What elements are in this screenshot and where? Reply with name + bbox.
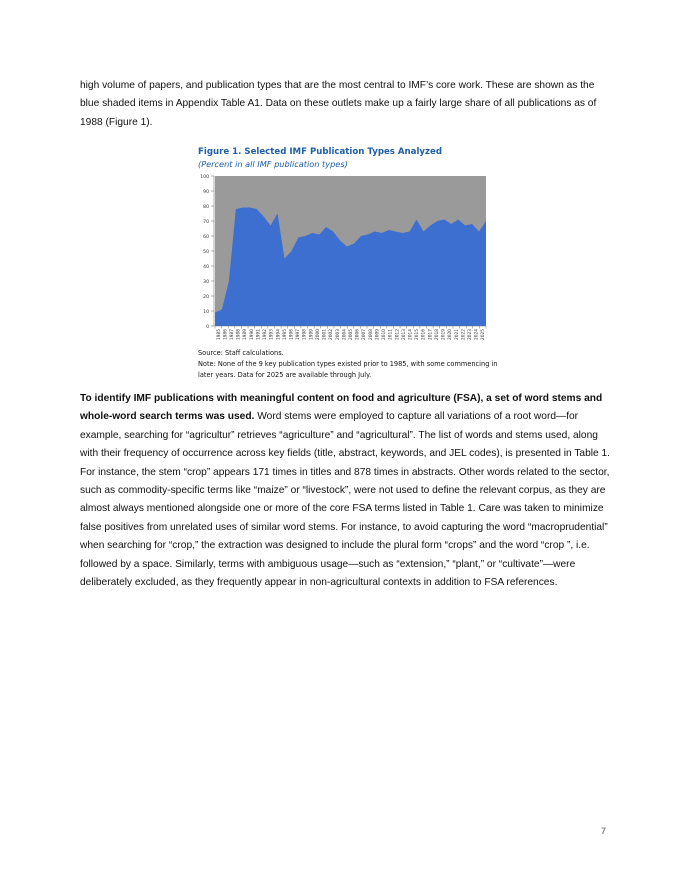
x-tick-label: 2005: [349, 329, 354, 340]
y-axis: [200, 174, 214, 330]
figure-notes: [198, 348, 498, 380]
y-tick-label: 70: [203, 219, 209, 225]
x-tick-label: 2000: [315, 329, 321, 340]
x-tick-label: 2023: [467, 329, 473, 340]
x-tick-label: 1985: [216, 329, 222, 340]
x-tick-label: 2008: [368, 329, 374, 340]
x-tick-label: 1988: [236, 329, 242, 340]
x-tick-label: 2009: [375, 329, 381, 340]
x-tick-label: 1990: [249, 329, 255, 340]
x-tick-label: 2002: [329, 329, 335, 340]
x-axis: [214, 326, 486, 340]
x-tick-label: 2001: [322, 329, 328, 340]
x-tick-label: 2007: [362, 329, 368, 340]
x-tick-label: 2015: [415, 329, 421, 340]
x-tick-label: 2016: [421, 329, 427, 340]
body-paragraph-intro: high volume of papers, and publication types that are the most central to IMF’s core work. These are shown as the blue shaded items in Appendix Table A1. Data on these outlets make up a fairly large share of all publications as of 1988 (Figure 1).: [80, 80, 597, 128]
x-tick-label: 2021: [454, 329, 460, 340]
body-paragraph-method: [80, 390, 610, 592]
x-tick-label: 2018: [434, 329, 440, 340]
x-tick-label: 1994: [276, 329, 282, 340]
x-tick-label: 1991: [256, 329, 262, 340]
x-tick-label: 2003: [335, 329, 341, 340]
x-tick-label: 2012: [395, 329, 401, 340]
x-tick-label: 2010: [382, 329, 388, 340]
y-tick-label: 0: [206, 324, 209, 330]
x-tick-label: 2013: [401, 329, 407, 340]
x-tick-label: 2004: [342, 329, 348, 340]
x-tick-label: 2025: [481, 329, 487, 340]
y-tick-label: 40: [203, 264, 209, 270]
x-tick-label: 2011: [388, 329, 394, 340]
x-tick-label: 2017: [428, 329, 434, 340]
figure-note: Note: None of the 9 key publication types existed prior to 1985, with some commencing in later years. Data for 2025 are available through July.: [198, 359, 498, 379]
x-tick-label: 2014: [408, 329, 414, 340]
x-tick-label: 1995: [282, 329, 288, 340]
x-tick-label: 1987: [230, 329, 236, 340]
y-tick-label: 80: [203, 204, 209, 210]
x-tick-label: 1993: [269, 329, 275, 340]
x-tick-label: 1998: [302, 329, 308, 340]
x-tick-label: 2024: [474, 329, 480, 340]
y-tick-label: 20: [203, 294, 209, 300]
figure-title: Figure 1. Selected IMF Publication Types Analyzed: [198, 147, 443, 157]
x-tick-label: 2006: [355, 329, 361, 340]
x-tick-label: 1989: [243, 329, 249, 340]
x-tick-label: 2022: [461, 329, 467, 340]
x-tick-label: 1986: [223, 329, 229, 340]
y-tick-label: 60: [203, 234, 209, 240]
x-tick-label: 1992: [263, 329, 269, 340]
y-tick-label: 100: [200, 174, 209, 180]
x-tick-label: 1997: [296, 329, 302, 340]
figure-subtitle: (Percent in all IMF publication types): [198, 159, 348, 169]
x-tick-label: 1999: [309, 329, 315, 340]
x-tick-label: 1996: [289, 329, 295, 340]
x-tick-label: 2019: [441, 329, 447, 340]
x-tick-label: 2020: [448, 329, 454, 340]
area-chart: [198, 172, 498, 348]
chart-areas: [215, 176, 486, 326]
figure-header: [198, 146, 498, 170]
paragraph-body: Word stems were employed to capture all variations of a root word—for example, searching for “agricultur” retrieves “agriculture” and “agricultural”. The list of words and stems used, along with their frequency of occurrence across key fields (title, abstract, keywords, and JEL codes), is presented in Table 1. For instance, the stem “crop” appears 171 times in titles and 878 times in abstracts. Other words related to the sector, such as commodity-specific terms like “maize” or “livestock”, were not used to define the relevant corpus, as they are almost always mentioned alongside one or more of the core FSA terms listed in Table 1. Care was taken to minimize false positives from unrelated uses of similar word stems. For instance, to avoid capturing the word “macroprudential” when searching for “crop,” the extraction was designed to include the plural form “crops” and the word “crop ”, i.e. followed by a space. Similarly, terms with ambiguous usage—such as “extension,” “plant,” or “cultivate”—were deliberately excluded, as they frequently appear in non-agricultural contexts in addition to FSA references.: [80, 411, 611, 589]
y-tick-label: 50: [203, 249, 209, 255]
figure-source: Source: Staff calculations.: [198, 349, 284, 357]
y-tick-label: 90: [203, 189, 209, 195]
y-tick-label: 30: [203, 279, 209, 285]
paragraph-lead-bold: To identify IMF publications with meaningful content on food and agriculture (FSA), a set of word stems and whole-word search terms was used.: [80, 393, 603, 423]
y-tick-label: 10: [203, 309, 209, 315]
page-number: 7: [601, 826, 607, 836]
